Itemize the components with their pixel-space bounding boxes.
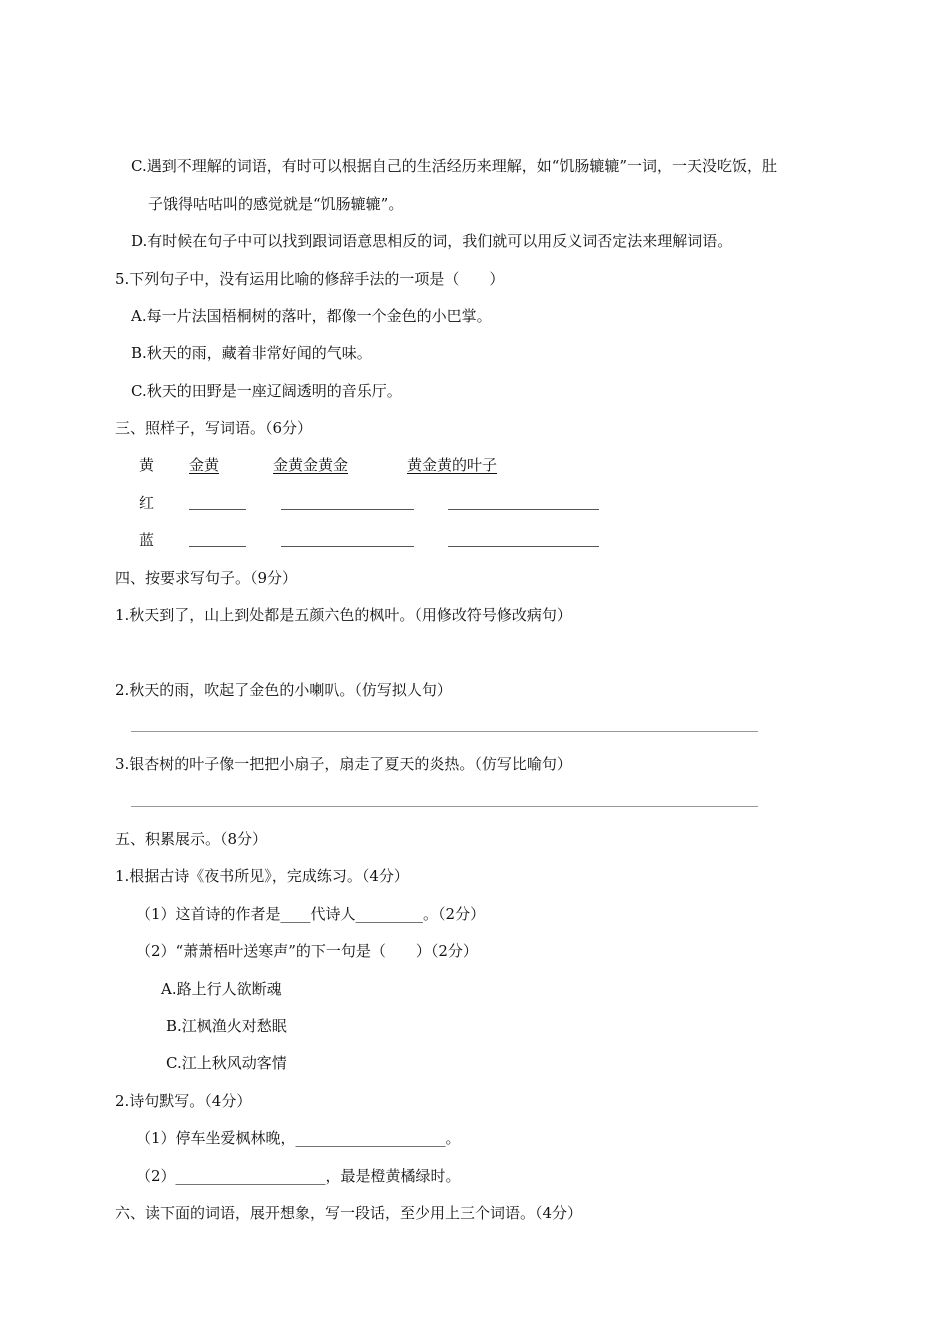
section5-q2-1: （1）停车坐爱枫林晚，____________________。 [136, 1129, 461, 1147]
example-word-1: 金黄 [189, 456, 220, 474]
section5-q2: 2.诗句默写。（4分） [115, 1092, 252, 1110]
blank-blue-3[interactable] [448, 546, 599, 547]
q4-option-c-line1: C.遇到不理解的词语，有时可以根据自己的生活经历来理解，如“饥肠辘辘”一词，一天没吃饭，肚 [131, 157, 778, 175]
section5-q1-1: （1）这首诗的作者是____代诗人_________。（2分） [136, 905, 486, 923]
answer-line-q2[interactable] [131, 731, 758, 732]
q4-option-d: D.有时候在句子中可以找到跟词语意思相反的词，我们就可以用反义词否定法来理解词语。 [131, 232, 733, 250]
section4-title: 四、按要求写句子。（9分） [115, 569, 298, 587]
blank-blue-2[interactable] [281, 546, 414, 547]
section5-q2-2: （2）____________________，最是橙黄橘绿时。 [136, 1167, 461, 1185]
blank-blue-1[interactable] [189, 546, 246, 547]
answer-line-q3[interactable] [131, 806, 758, 807]
blank-red-3[interactable] [448, 509, 599, 510]
section5-q1-2: （2）“萧萧梧叶送寒声”的下一句是（ ）（2分） [136, 942, 478, 960]
blank-red-1[interactable] [189, 509, 246, 510]
example-word-3: 黄金黄的叶子 [407, 456, 498, 474]
section4-q3: 3.银杏树的叶子像一把把小扇子，扇走了夏天的炎热。（仿写比喻句） [115, 755, 572, 773]
section6-title: 六、读下面的词语，展开想象，写一段话，至少用上三个词语。（4分） [115, 1204, 583, 1222]
poem-option-c: C.江上秋风动客情 [166, 1054, 287, 1072]
section5-title: 五、积累展示。（8分） [115, 830, 268, 848]
poem-option-b: B.江枫渔火对愁眠 [166, 1017, 287, 1035]
row-char-red: 红 [139, 494, 155, 512]
example-word-2: 金黄金黄金 [273, 456, 349, 474]
q5-option-a: A.每一片法国梧桐树的落叶，都像一个金色的小巴掌。 [131, 307, 492, 325]
poem-option-a: A.路上行人欲断魂 [161, 980, 282, 998]
blank-red-2[interactable] [281, 509, 414, 510]
q5-option-c: C.秋天的田野是一座辽阔透明的音乐厅。 [131, 382, 402, 400]
q5-option-b: B.秋天的雨，藏着非常好闻的气味。 [131, 344, 372, 362]
q5-stem: 5.下列句子中，没有运用比喻的修辞手法的一项是（ ） [115, 270, 505, 288]
example-char: 黄 [139, 456, 155, 474]
section3-title: 三、照样子，写词语。（6分） [115, 419, 313, 437]
row-char-blue: 蓝 [139, 531, 155, 549]
section4-q2: 2.秋天的雨，吹起了金色的小喇叭。（仿写拟人句） [115, 681, 452, 699]
section4-q1: 1.秋天到了，山上到处都是五颜六色的枫叶。（用修改符号修改病句） [115, 606, 572, 624]
section5-q1: 1.根据古诗《夜书所见》，完成练习。（4分） [115, 867, 409, 885]
q4-option-c-line2: 子饿得咕咕叫的感觉就是“饥肠辘辘”。 [148, 195, 404, 213]
